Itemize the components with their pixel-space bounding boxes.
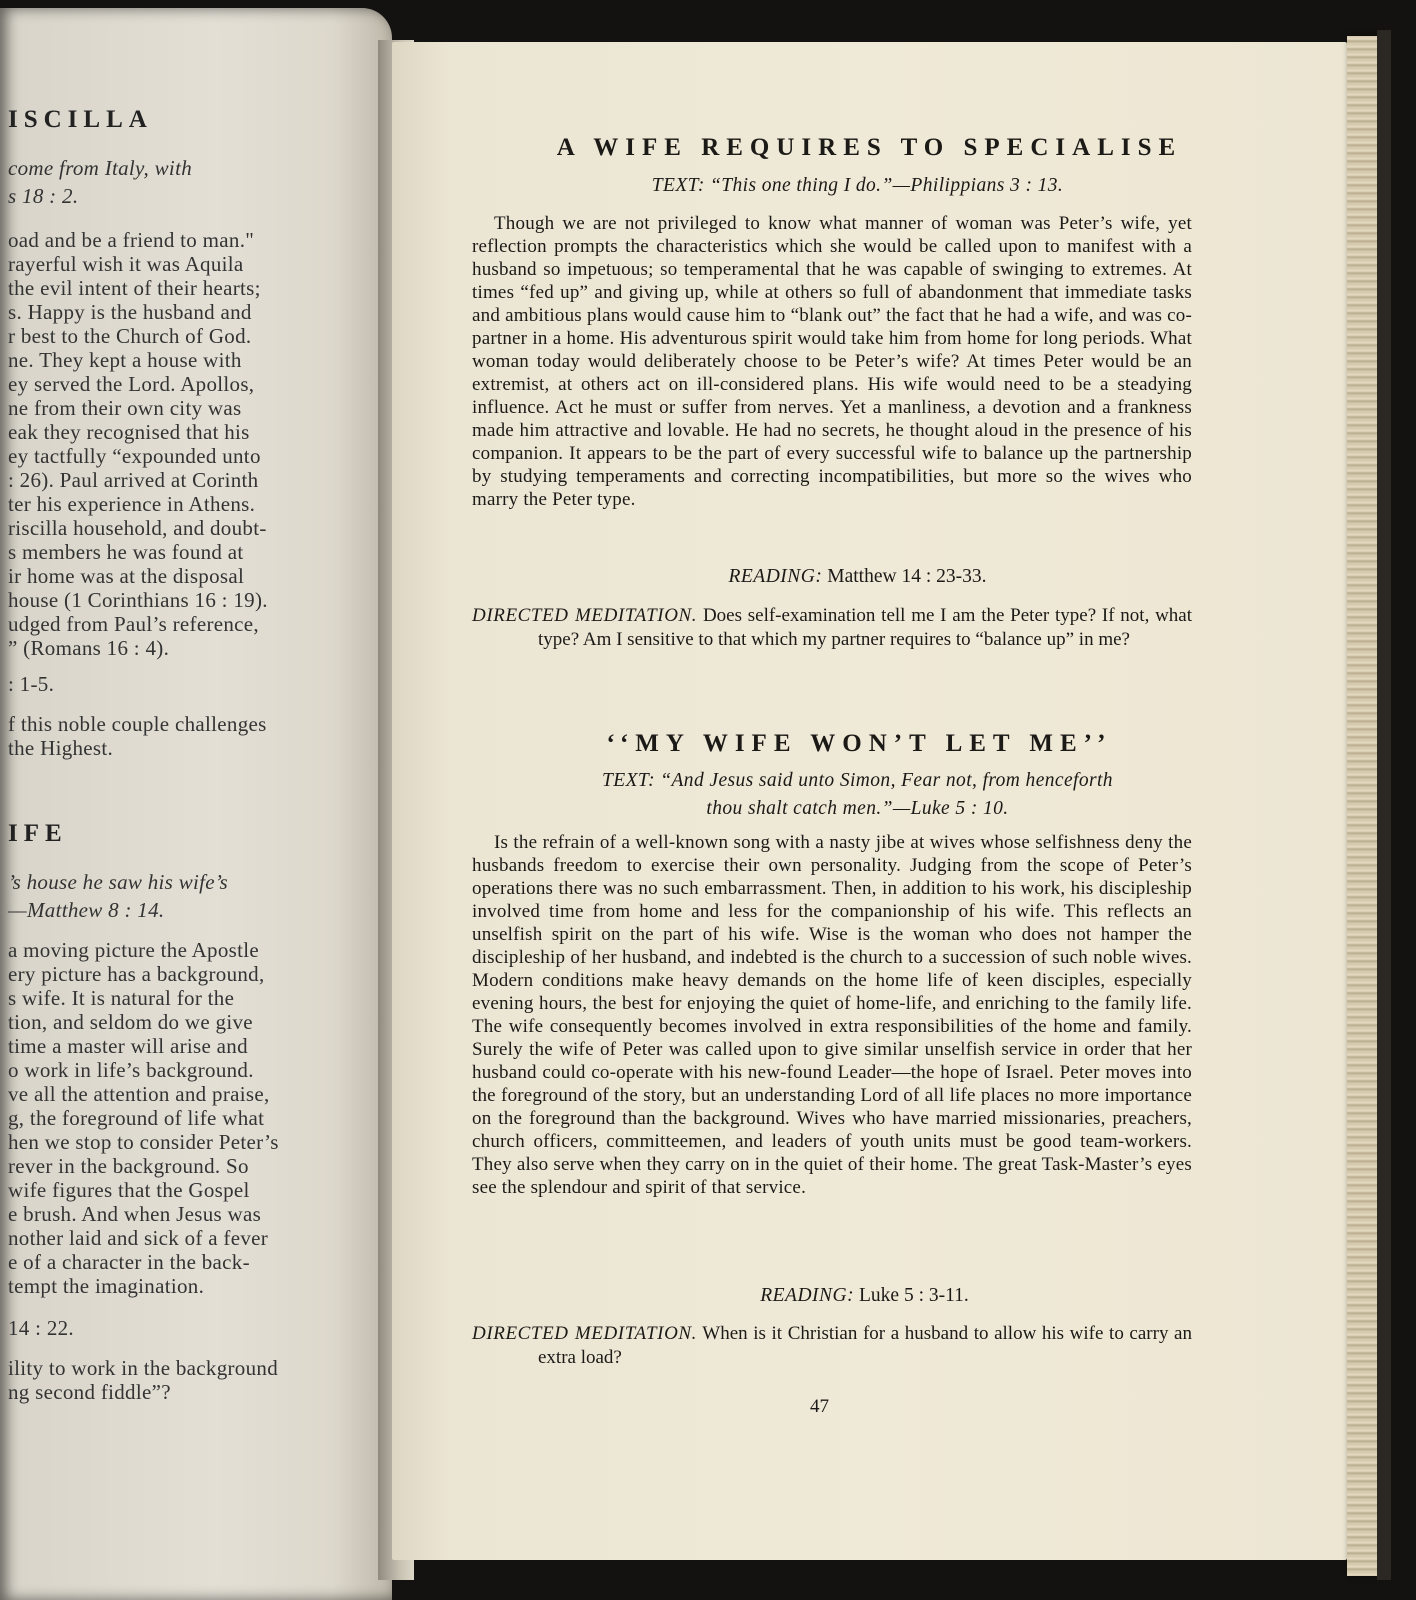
left-page-line: time a master will arise and (8, 1034, 248, 1058)
left-page-line: tion, and seldom do we give (8, 1010, 253, 1034)
reading-label: READING: (728, 566, 823, 587)
section-title-wont-let-me: ‘‘MY WIFE WON’T LET ME’’ (606, 730, 1113, 757)
left-page-line: ” (Romans 16 : 4). (8, 636, 170, 660)
section-text-specialise: TEXT: “This one thing I do.”—Philippians 3 : 13. (651, 175, 1064, 196)
left-page-line: ey tactfully “expounded unto (8, 444, 261, 468)
left-page (0, 8, 392, 1600)
left-page-line: a moving picture the Apostle (8, 938, 260, 962)
left-page-line: s wife. It is natural for the (8, 986, 235, 1010)
left-page-line: udged from Paul’s reference, (8, 612, 259, 636)
left-page-line: hen we stop to consider Peter’s (8, 1130, 279, 1154)
left-page-line: ir home was at the disposal (8, 564, 245, 588)
section-title-specialise: A WIFE REQUIRES TO SPECIALISE (556, 134, 1183, 161)
reading-reference: Matthew 14 : 23-33. (827, 566, 987, 587)
left-page-line: ey served the Lord. Apollos, (8, 372, 255, 396)
left-page-line: s members he was found at (8, 540, 244, 564)
left-page-line: s. Happy is the husband and (8, 300, 252, 324)
left-page-line: —Matthew 8 : 14. (8, 898, 165, 922)
left-page-line: nother laid and sick of a fever (8, 1226, 269, 1250)
reading-reference: Luke 5 : 3-11. (859, 1285, 969, 1306)
left-page-line: g, the foreground of life what (8, 1106, 265, 1130)
left-page-line: rever in the background. So (8, 1154, 249, 1178)
section-text-line-1: TEXT: “And Jesus said unto Simon, Fear not, from henceforth (602, 770, 1113, 791)
left-page-line: ery picture has a background, (8, 962, 265, 986)
left-page-line: f this noble couple challenges (8, 712, 267, 736)
right-page (392, 42, 1347, 1560)
left-page-line: wife figures that the Gospel (8, 1178, 250, 1202)
book-cover-edge (1377, 30, 1391, 1580)
left-page-line: ility to work in the background (8, 1356, 279, 1380)
section-text-line-2: thou shalt catch men.”—Luke 5 : 10. (706, 798, 1009, 819)
left-page-line: oad and be a friend to man." (8, 228, 255, 252)
left-page-line: eak they recognised that his (8, 420, 250, 444)
meditation-text: When is it Christian for a husband to allow his wife to carry an extra load? (538, 1323, 1192, 1368)
reading-wont-let-me (387, 1285, 1342, 1307)
left-page-line: ne from their own city was (8, 396, 242, 420)
left-page-line: come from Italy, with (8, 156, 192, 180)
meditation-text: Does self-examination tell me I am the Peter type? If not, what type? Am I sensitive to that which my partner requires to “balance up” in me? (538, 605, 1193, 650)
left-page-line: ter his experience in Athens. (8, 492, 256, 516)
meditation-label: DIRECTED MEDITATION. (472, 1323, 698, 1344)
meditation-label: DIRECTED MEDITATION. (472, 605, 698, 626)
meditation-specialise (472, 604, 1192, 652)
left-section-title-1: ISCILLA (8, 106, 153, 133)
left-page-line: e brush. And when Jesus was (8, 1202, 262, 1226)
page-number: 47 (810, 1396, 829, 1417)
left-page-line: : 26). Paul arrived at Corinth (8, 468, 259, 492)
left-page-line: r best to the Church of God. (8, 324, 252, 348)
left-page-line: s 18 : 2. (8, 184, 79, 208)
left-page-line: riscilla household, and doubt- (8, 516, 267, 540)
left-page-line: tempt the imagination. (8, 1274, 205, 1298)
left-page-line: the evil intent of their hearts; (8, 276, 261, 300)
left-page-line: ne. They kept a house with (8, 348, 242, 372)
section-body-wont-let-me: Is the refrain of a well-known song with a nasty jibe at wives whose selfishness deny the husbands freedom to exercise their own personality. Judging from the scope of Peter’s operations there was no such embarrassment. Then, in addition to his work, his discipleship involved time from home and less for the companionship of his wife. This reflects an unselfish spirit on the part of his wife. Wise is the woman who does not hamper the discipleship of her husband, and indebted is the church to a succession of such noble wives. Modern conditions make heavy demands on the home life of keen disciples, especially evening hours, the best for enjoying the quiet of home-life, and enriching to the family life. The wife consequently becomes involved in extra responsibilities of the home and family. Surely the wife of Peter was called upon to give similar unselfish service in order that her husband could co-operate with his new-found Leader—the hope of Israel. Peter moves into the foreground of the story, but an understanding Lord of all life places no more importance on the foreground than the background. Wives who have married missionaries, preachers, church officers, committeemen, and leaders of youth units must be good team-workers. They also serve when they carry on in the quiet of their home. The great Task-Master’s eyes see the splendour and spirit of that service. (472, 832, 1192, 1198)
left-page-line: o work in life’s background. (8, 1058, 254, 1082)
meditation-wont-let-me (472, 1322, 1192, 1370)
left-page-line: rayerful wish it was Aquila (8, 252, 244, 276)
reading-label: READING: (760, 1285, 855, 1306)
left-page-line: : 1-5. (8, 672, 55, 696)
left-page-line: ve all the attention and praise, (8, 1082, 270, 1106)
section-body-specialise: Though we are not privileged to know what manner of woman was Peter’s wife, yet reflection prompts the characteristics which she would be called upon to manifest with a husband so impetuous; so temperamental that he was capable of swinging to extremes. At times “fed up” and giving up, while at others so full of abandonment that immediate tasks and ambitious plans would cause him to “blank out” the fact that he had a wife, and was co-partner in a home. His adventurous spirit would take him from home for long periods. What woman today would deliberately choose to be Peter’s wife? At times Peter would be an extremist, at others act on ill-considered plans. His wife would need to be a steadying influence. Act he must or suffer from nerves. Yet a manliness, a devotion and a frankness made him attractive and lovable. He had no secrets, he thought aloud in the presence of his companion. It appears to be the part of every successful wife to balance up the partnership by studying temperaments and correcting incompatibilities, but more so the wives who marry the Peter type. (472, 213, 1192, 510)
left-section-title-2: IFE (8, 820, 68, 847)
left-page-line: house (1 Corinthians 16 : 19). (8, 588, 268, 612)
reading-specialise (380, 566, 1335, 588)
left-page-line: ng second fiddle”? (8, 1380, 171, 1404)
left-page-line: the Highest. (8, 736, 114, 760)
left-page-line: e of a character in the back- (8, 1250, 250, 1274)
page-stack-edge (1347, 36, 1377, 1576)
left-page-line: ’s house he saw his wife’s (8, 870, 228, 894)
left-page-line: 14 : 22. (8, 1316, 74, 1340)
